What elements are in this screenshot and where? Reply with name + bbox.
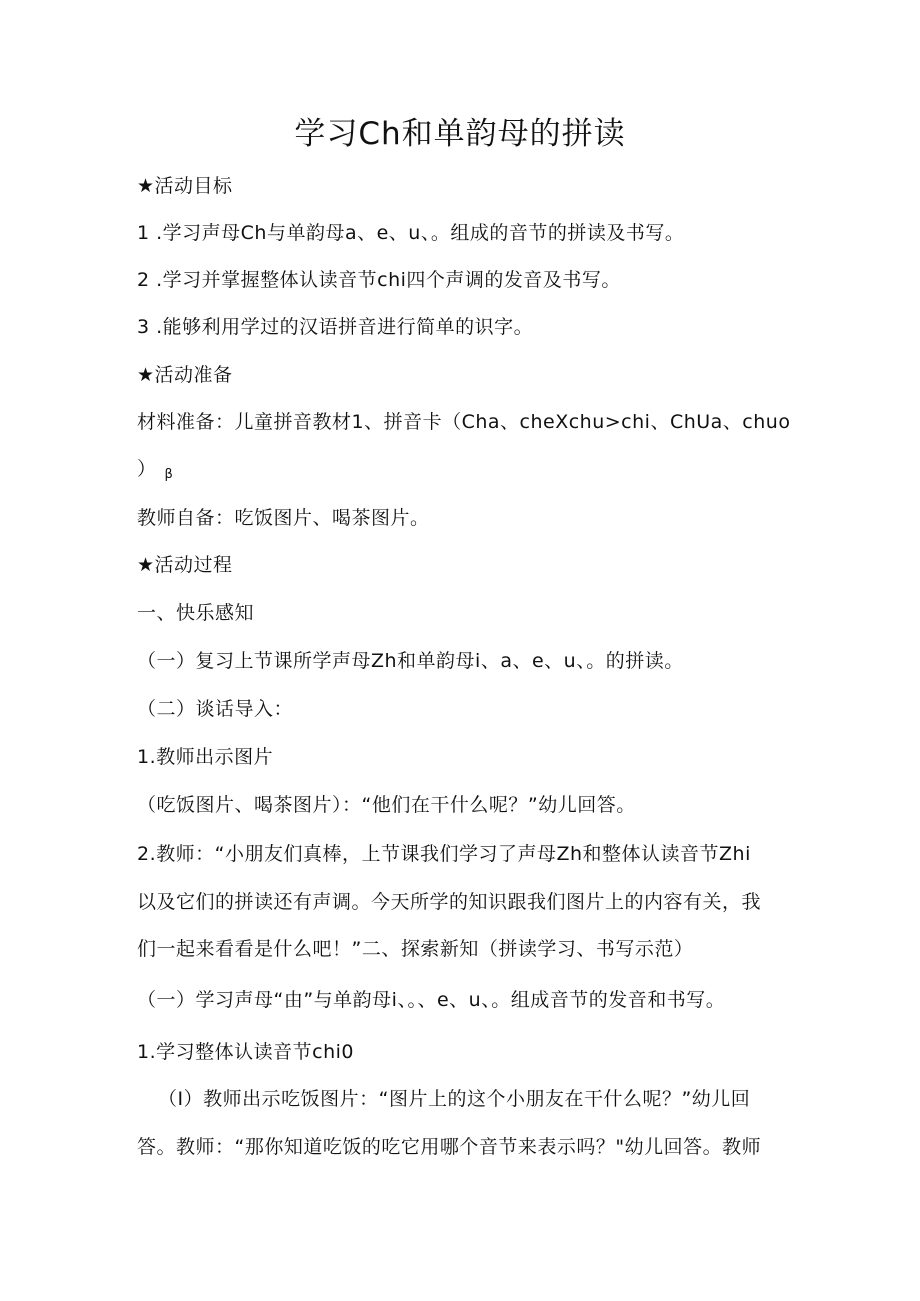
- goal-item-3: 3 .能够利用学过的汉语拼音进行简单的识字。: [137, 316, 534, 338]
- explore-item-1: （一）学习声母“由”与单韵母i、。、e、u、。组成音节的发音和书写。: [137, 989, 726, 1011]
- explore-step-1-cont: 答。教师：“那你知道吃饭的吃它用哪个音节来表示吗？"幼儿回答。教师: [137, 1136, 762, 1158]
- materials-line: 材料准备：儿童拼音教材1、拼音卡（Cha、cheXchu>chi、ChUa、chuo: [137, 411, 791, 433]
- materials-line-end: [137, 455, 173, 486]
- process-step-2-cont: 以及它们的拼读还有声调。今天所学的知识跟我们图片上的内容有关，我: [137, 891, 762, 913]
- section-heading-preparation: ★活动准备: [137, 364, 233, 386]
- explore-step-1: 1.学习整体认读音节chi0: [137, 1041, 354, 1063]
- process-step-2-end: 们一起来看看是什么吧！”二、探索新知（拼读学习、书写示范）: [137, 938, 694, 960]
- section-heading-process: ★活动过程: [137, 554, 233, 576]
- teacher-materials-line: 教师自备：吃饭图片、喝茶图片。: [137, 507, 430, 529]
- closing-paren: ）: [137, 458, 157, 480]
- beta-mark: β: [164, 467, 174, 482]
- process-step-1: 1.教师出示图片: [137, 746, 274, 768]
- process-step-2: 2.教师：“小朋友们真棒，上节课我们学习了声母Zh和整体认读音节Zhi: [137, 843, 751, 865]
- page-title: 学习Ch和单韵母的拼读: [294, 116, 626, 152]
- process-step-1-detail: （吃饭图片、喝茶图片）：“他们在干什么呢？”幼儿回答。: [137, 794, 636, 816]
- goal-item-2: 2 .学习并掌握整体认读音节chi四个声调的发音及书写。: [137, 269, 621, 291]
- section-heading-goals: ★活动目标: [137, 175, 233, 197]
- process-item-intro: （二）谈话导入：: [137, 698, 294, 720]
- subsection-heading-perception: 一、快乐感知: [137, 602, 255, 624]
- process-item-review: （一）复习上节课所学声母Zh和单韵母i、a、e、u、。的拼读。: [137, 650, 684, 672]
- explore-step-1-detail: （I）教师出示吃饭图片：“图片上的这个小朋友在干什么呢？”幼儿回: [158, 1088, 751, 1110]
- goal-item-1: 1 .学习声母Ch与单韵母a、e、u、。组成的音节的拼读及书写。: [137, 222, 685, 244]
